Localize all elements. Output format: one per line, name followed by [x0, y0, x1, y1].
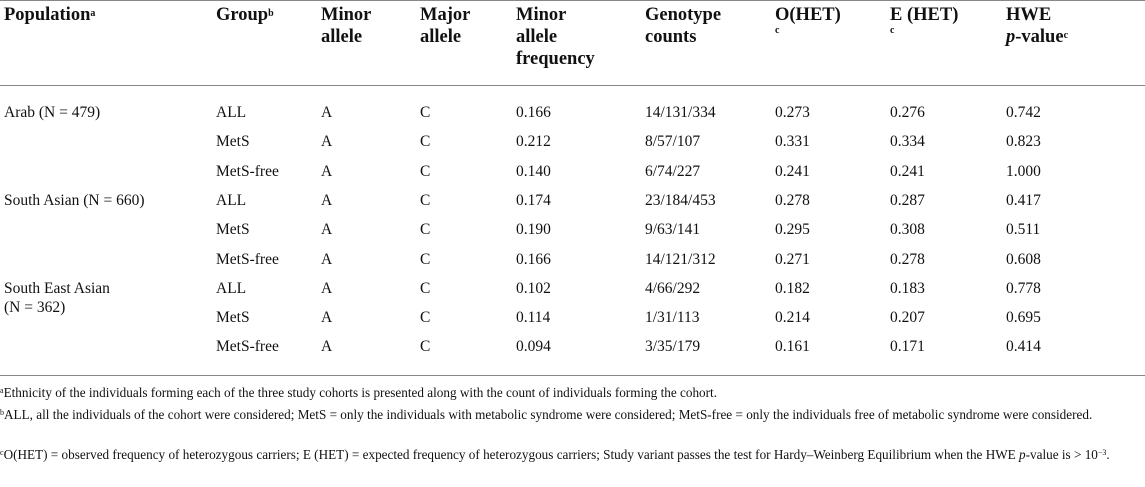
header-population: Population$^a$ [4, 5, 96, 25]
cell-ehet: 0.241 [890, 163, 925, 180]
cell-minor-allele: A [321, 280, 333, 297]
cell-minor-allele-frequency: 0.166 [516, 251, 551, 268]
cell-minor-allele-frequency: 0.166 [516, 104, 551, 121]
footnote-b: $^b$ALL, all the individuals of the cohort were considered; MetS = only the individuals with metabolic syndrome were considered; MetS-free = only the individuals free of metabolic syndrome were considered. [0, 407, 1093, 422]
footnote-a: $^a$Ethnicity of the individuals forming each of the three study cohorts is presented along with the count of individuals forming the cohort. [0, 385, 717, 400]
cell-group: MetS-free [216, 163, 279, 180]
cell-genotype-counts: 8/57/107 [645, 133, 701, 150]
bottom-rule [0, 375, 1145, 376]
cell-ohet: 0.271 [775, 251, 810, 268]
cell-major-allele: C [420, 251, 431, 268]
header-rule [0, 85, 1145, 86]
cell-genotype-counts: 14/131/334 [645, 104, 716, 121]
header-minor-allele-frequency: Minor allele frequency [516, 5, 595, 69]
cell-minor-allele: A [321, 163, 333, 180]
cell-genotype-counts: 4/66/292 [645, 280, 701, 297]
cell-genotype-counts: 14/121/312 [645, 251, 716, 268]
cell-ehet: 0.308 [890, 221, 925, 238]
cell-genotype-counts: 23/184/453 [645, 192, 716, 209]
cell-minor-allele: A [321, 221, 333, 238]
cell-minor-allele: A [321, 338, 333, 355]
cell-group: MetS-free [216, 251, 279, 268]
cell-minor-allele: A [321, 133, 333, 150]
cell-population-line2: (N = 362) [4, 299, 66, 316]
cell-minor-allele-frequency: 0.094 [516, 338, 551, 355]
cell-ohet: 0.241 [775, 163, 810, 180]
cell-group: ALL [216, 280, 247, 297]
cell-major-allele: C [420, 133, 431, 150]
cell-hwe-pvalue: 0.695 [1006, 309, 1041, 326]
header-ehet: E (HET) c [890, 5, 959, 36]
cell-ohet: 0.295 [775, 221, 810, 238]
cell-major-allele: C [420, 192, 431, 209]
cell-minor-allele-frequency: 0.190 [516, 221, 551, 238]
header-ohet: O(HET) c [775, 5, 841, 36]
cell-major-allele: C [420, 338, 431, 355]
cell-genotype-counts: 9/63/141 [645, 221, 701, 238]
cell-ohet: 0.273 [775, 104, 810, 121]
cell-population: South East Asian [4, 280, 110, 297]
cell-genotype-counts: 3/35/179 [645, 338, 701, 355]
cell-hwe-pvalue: 1.000 [1006, 163, 1041, 180]
cell-ohet: 0.214 [775, 309, 810, 326]
cell-major-allele: C [420, 221, 431, 238]
cell-ehet: 0.171 [890, 338, 925, 355]
cell-ehet: 0.334 [890, 133, 925, 150]
cell-minor-allele: A [321, 192, 333, 209]
cell-hwe-pvalue: 0.608 [1006, 251, 1041, 268]
cell-minor-allele-frequency: 0.102 [516, 280, 551, 297]
cell-minor-allele: A [321, 309, 333, 326]
cell-ehet: 0.183 [890, 280, 925, 297]
cell-minor-allele: A [321, 251, 333, 268]
cell-group: MetS [216, 309, 250, 326]
cell-ohet: 0.331 [775, 133, 810, 150]
top-rule [0, 0, 1145, 1]
cell-population: Arab (N = 479) [4, 104, 101, 121]
cell-major-allele: C [420, 104, 431, 121]
cell-major-allele: C [420, 309, 431, 326]
cell-ohet: 0.182 [775, 280, 810, 297]
cell-group: MetS [216, 133, 250, 150]
header-minor-allele: Minor allele [321, 5, 372, 47]
cell-group: ALL [216, 192, 247, 209]
cell-population: South Asian (N = 660) [4, 192, 145, 209]
cell-ohet: 0.161 [775, 338, 810, 355]
cell-minor-allele-frequency: 0.212 [516, 133, 551, 150]
cell-major-allele: C [420, 163, 431, 180]
cell-genotype-counts: 6/74/227 [645, 163, 701, 180]
cell-ehet: 0.207 [890, 309, 925, 326]
header-genotype-counts: Genotype counts [645, 5, 722, 47]
cell-group: MetS [216, 221, 250, 238]
cell-ehet: 0.278 [890, 251, 925, 268]
cell-major-allele: C [420, 280, 431, 297]
cell-minor-allele-frequency: 0.174 [516, 192, 551, 209]
cell-hwe-pvalue: 0.742 [1006, 104, 1041, 121]
cell-hwe-pvalue: 0.511 [1006, 221, 1041, 238]
cell-hwe-pvalue: 0.778 [1006, 280, 1041, 297]
cell-ohet: 0.278 [775, 192, 810, 209]
cell-hwe-pvalue: 0.414 [1006, 338, 1041, 355]
cell-ehet: 0.287 [890, 192, 925, 209]
cell-group: MetS-free [216, 338, 279, 355]
cell-ehet: 0.276 [890, 104, 925, 121]
cell-genotype-counts: 1/31/113 [645, 309, 700, 326]
footnote-c: $^c$O(HET) = observed frequency of heterozygous carriers; E (HET) = expected frequency of heterozygous carriers; Study variant passes the test for Hardy–Weinberg Equilibrium when the HWE p-value is > $10^{-3}$. [0, 447, 1110, 462]
header-group: Group$^b$ [216, 5, 274, 25]
cell-hwe-pvalue: 0.417 [1006, 192, 1041, 209]
cell-minor-allele-frequency: 0.140 [516, 163, 551, 180]
header-major-allele: Major allele [420, 5, 471, 47]
cell-group: ALL [216, 104, 247, 121]
cell-minor-allele: A [321, 104, 333, 121]
header-hwe-pvalue: HWE p-value$^c$ [1006, 5, 1069, 47]
cell-hwe-pvalue: 0.823 [1006, 133, 1041, 150]
cell-minor-allele-frequency: 0.114 [516, 309, 551, 326]
